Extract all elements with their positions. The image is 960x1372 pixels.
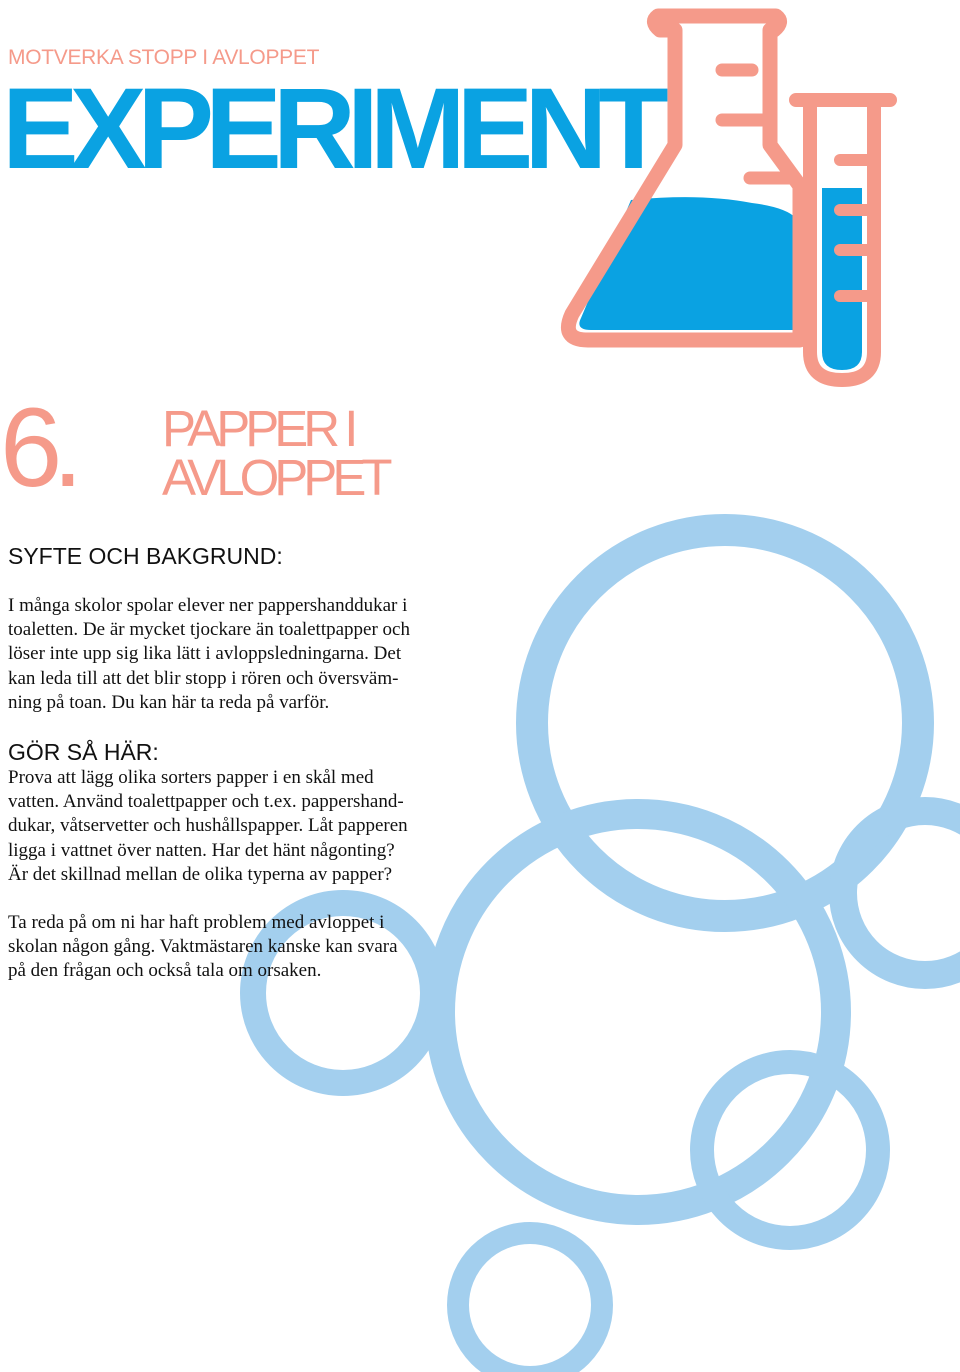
bubble-bottom — [458, 1233, 602, 1372]
text-line: ning på toan. Du kan här ta reda på varför. — [8, 691, 330, 713]
paragraph — [8, 911, 418, 984]
bubble-large-center — [440, 814, 836, 1210]
text-line: vatten. Använd toalettpapper och t.ex. pappershand- — [8, 791, 404, 813]
text-line: löser inte upp sig lika lätt i avloppsledningarna. Det — [8, 643, 402, 665]
section-text-syfte — [8, 594, 418, 715]
experiment-number: 6. — [0, 385, 74, 510]
text-line: Ta reda på om ni har haft problem med avloppet i — [8, 912, 385, 934]
page-headline: EXPERIMENT — [2, 65, 660, 193]
experiment-title-line: AVLOPPET — [162, 449, 388, 506]
section-heading-syfte: SYFTE OCH BAKGRUND: — [8, 543, 283, 569]
bubble-far-right — [843, 811, 960, 975]
paragraph — [8, 766, 418, 887]
flask-liquid — [579, 197, 796, 330]
text-line: dukar, våtservetter och hushållspapper. Låt papperen — [8, 815, 408, 837]
paragraph — [8, 594, 418, 715]
text-line: Prova att lägg olika sorters papper i en skål med — [8, 767, 374, 788]
text-line: kan leda till att det blir stopp i rören och översväm- — [8, 667, 399, 689]
text-line: ligga i vattnet över natten. Har det hänt någonting? — [8, 839, 395, 861]
experiment-title — [162, 400, 482, 506]
section-heading-gor: GÖR SÅ HÄR: — [8, 739, 159, 765]
section-text-gor — [8, 766, 418, 984]
text-line: Är det skillnad mellan de olika typerna av papper? — [8, 863, 393, 885]
experiment-title-line: PAPPER I — [162, 400, 354, 457]
test-tube-icon — [796, 100, 890, 380]
text-line: I många skolor spolar elever ner pappershanddukar i — [8, 595, 408, 616]
text-line: på den frågan och också tala om orsaken. — [8, 960, 322, 982]
text-line: skolan någon gång. Vaktmästaren kanske kan svara — [8, 936, 398, 958]
kicker-title: MOTVERKA STOPP I AVLOPPET — [8, 46, 320, 69]
text-line: toaletten. De är mycket tjockare än toalettpapper och — [8, 619, 410, 641]
